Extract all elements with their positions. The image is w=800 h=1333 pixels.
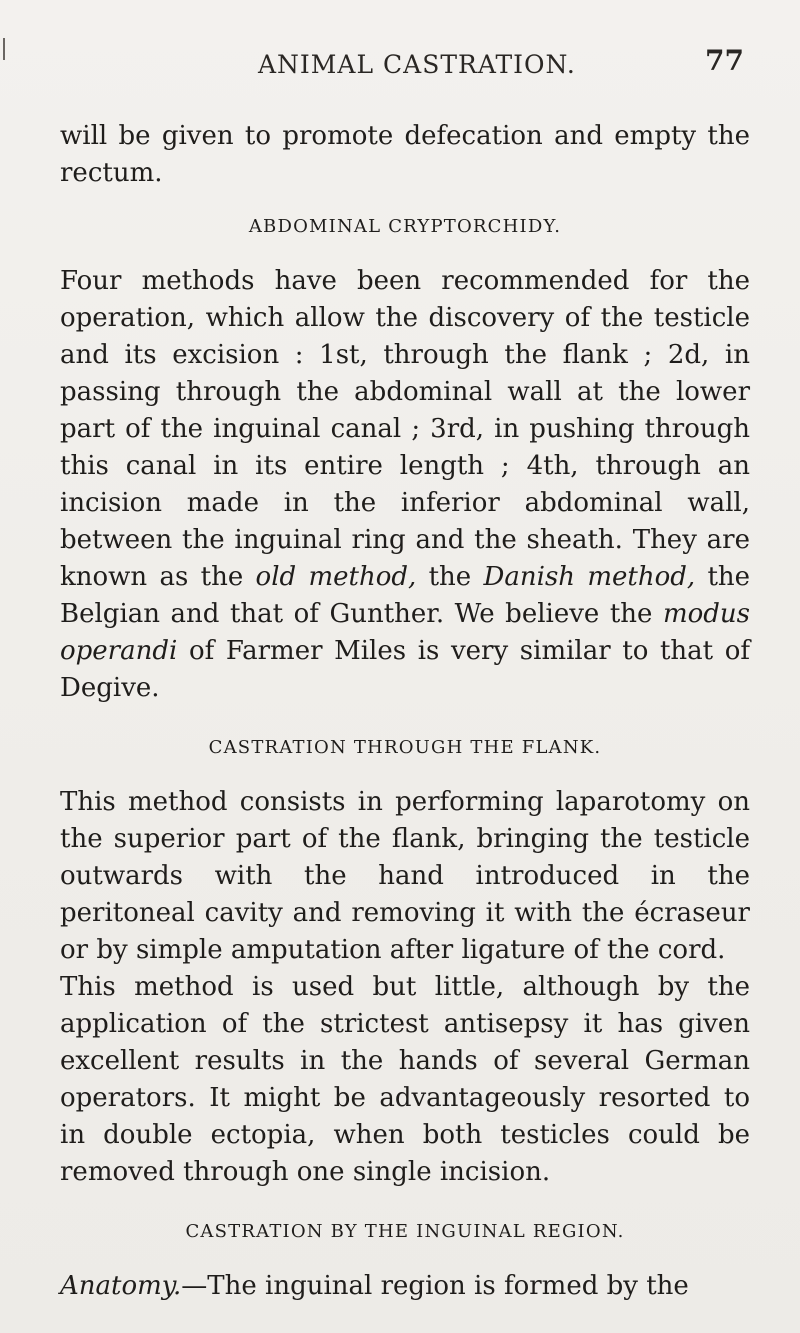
paragraph-2-the: the (428, 562, 472, 592)
section-heading-castration-flank: CASTRATION THROUGH THE FLANK. (208, 737, 602, 758)
paragraph-2-text-b: the Belgian and that of Gunther. We believe the (60, 562, 751, 629)
anatomy-term: Anatomy. (60, 1271, 182, 1301)
paragraph-4: This method is used but little, although by the application of the strictest antisepsy it has given excellent results in the hands of several German operators. It might be advantageously resorted to in double ectopia, when both testicles could be removed through one single incision. (60, 972, 750, 1187)
paragraph-2 (60, 263, 750, 707)
running-head: ANIMAL CASTRATION. (258, 50, 576, 79)
paragraph-2-text-a: Four methods have been recommended for the operation, which allow the discovery of the testicle and its excision : 1st, through the flank ; 2d, in passing through the abdominal wall at the lower part of the inguinal canal ; 3rd, in pushing through this canal in its entire length ; 4th, through an incision made in the inferior abdominal wall, between the inguinal ring and the sheath. They are known as the (60, 266, 750, 592)
modus-operandi-term: modus operandi (60, 599, 751, 666)
section-heading-abdominal-cryptorchidy: ABDOMINAL CRYPTORCHIDY. (248, 216, 562, 237)
paragraph-2-text-c: of Farmer Miles is very similar to that of Degive. (60, 636, 751, 703)
paragraph-5 (60, 1268, 750, 1305)
old-method-term: old method, (255, 562, 417, 592)
body-text (60, 118, 750, 1305)
paragraph-5-text: —The inguinal region is formed by the (181, 1271, 689, 1301)
section-heading-castration-inguinal: CASTRATION BY THE INGUINAL REGION. (185, 1221, 625, 1242)
page-edge-mark (3, 38, 5, 60)
paragraph-3: This method consists in performing laparotomy on the superior part of the flank, bringing the testicle outwards with the hand introduced in the peritoneal cavity and removing it with the écraseur or by simple amputation after ligature of the cord. (60, 787, 750, 965)
danish-method-term: Danish method, (483, 562, 696, 592)
paragraph-1: will be given to promote defecation and empty the rectum. (60, 121, 750, 188)
page-number: 77 (705, 44, 744, 77)
